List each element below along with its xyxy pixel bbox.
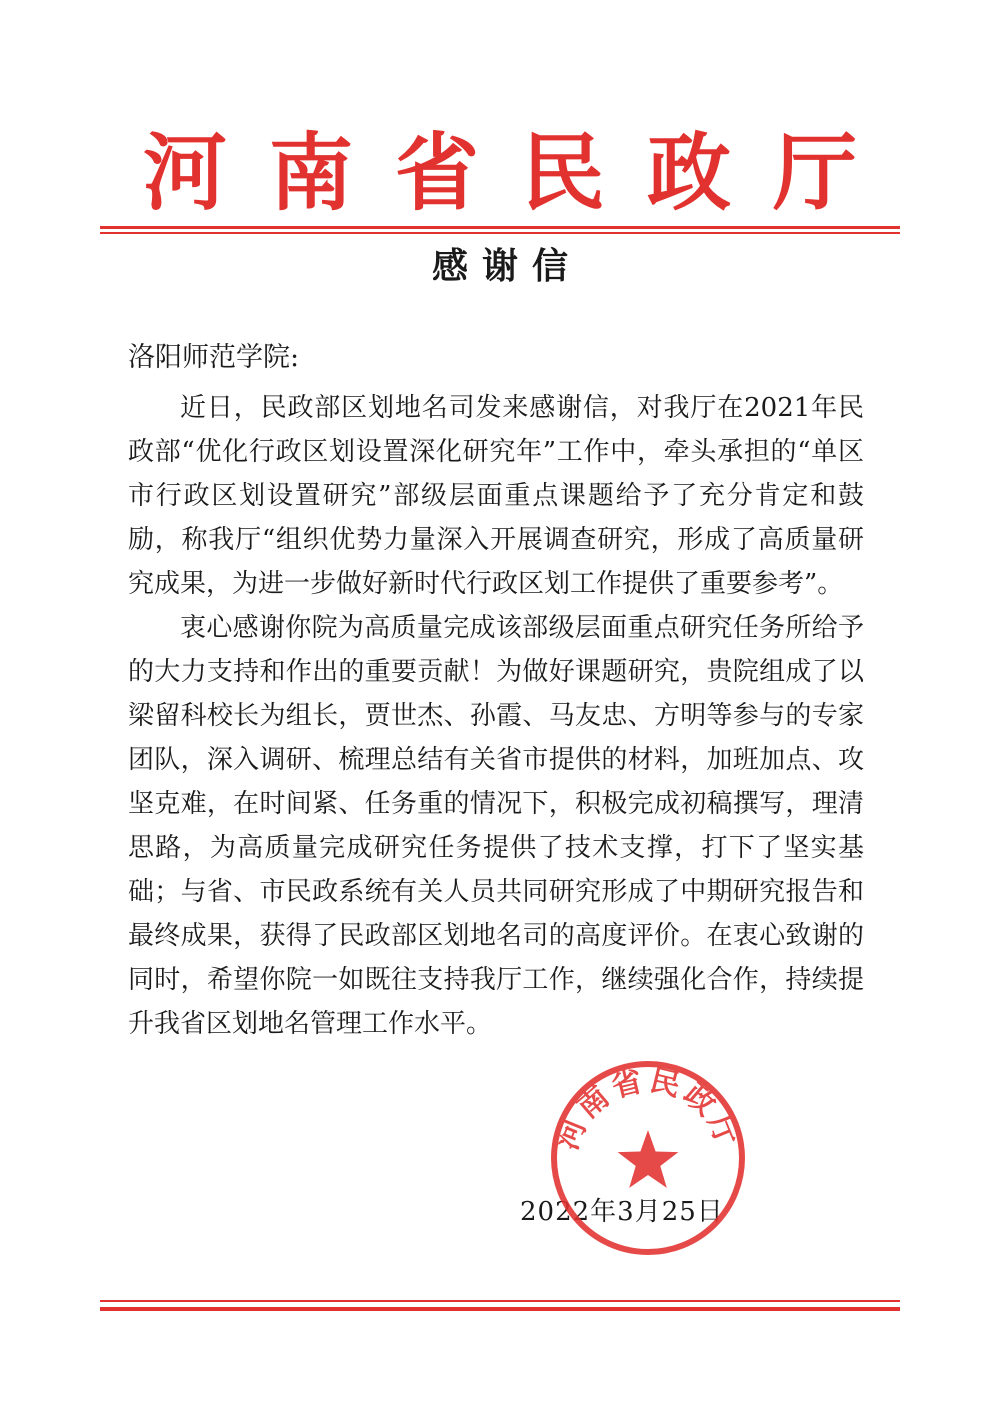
star-icon (618, 1130, 679, 1188)
seal-text: 河南省民政厅 (549, 1062, 747, 1155)
paragraph-1: 近日，民政部区划地名司发来感谢信，对我厅在2021年民政部“优化行政区划设置深化研究年”工作中，牵头承担的“单区市行政区划设置研究”部级层面重点课题给予了充分肯定和鼓励，称我厅“组织优势力量深入开展调查研究，形成了高质量研究成果，为进一步做好新时代行政区划工作提供了重要参考”。 (128, 393, 864, 599)
letterhead-organization: 河南省民政厅 (142, 123, 899, 222)
footer-divider (100, 1300, 900, 1312)
salutation: 洛阳师范学院: (128, 342, 300, 373)
document-title: 感谢信 (431, 245, 582, 287)
paragraph-2: 衷心感谢你院为高质量完成该部级层面重点研究任务所给予的大力支持和作出的重要贡献！为做好课题研究，贵院组成了以梁留科校长为组长，贾世杰、孙霞、马友忠、方明等参与的专家团队，深入调研、梳理总结有关省市提供的材料，加班加点、攻坚克难，在时间紧、任务重的情况下，积极完成初稿撰写，理清思路，为高质量完成研究任务提供了技术支撑，打下了坚实基础；与省、市民政系统有关人员共同研究形成了中期研究报告和最终成果，获得了民政部区划地名司的高度评价。在衷心致谢的同时，希望你院一如既往支持我厅工作，继续强化合作，持续提升我省区划地名管理工作水平。 (128, 613, 864, 1039)
letter-body (128, 386, 864, 1046)
letterhead-divider (100, 226, 900, 235)
svg-text:河南省民政厅 (550, 1063, 746, 1155)
letter-date: 2022年3月25日 (520, 1197, 724, 1227)
